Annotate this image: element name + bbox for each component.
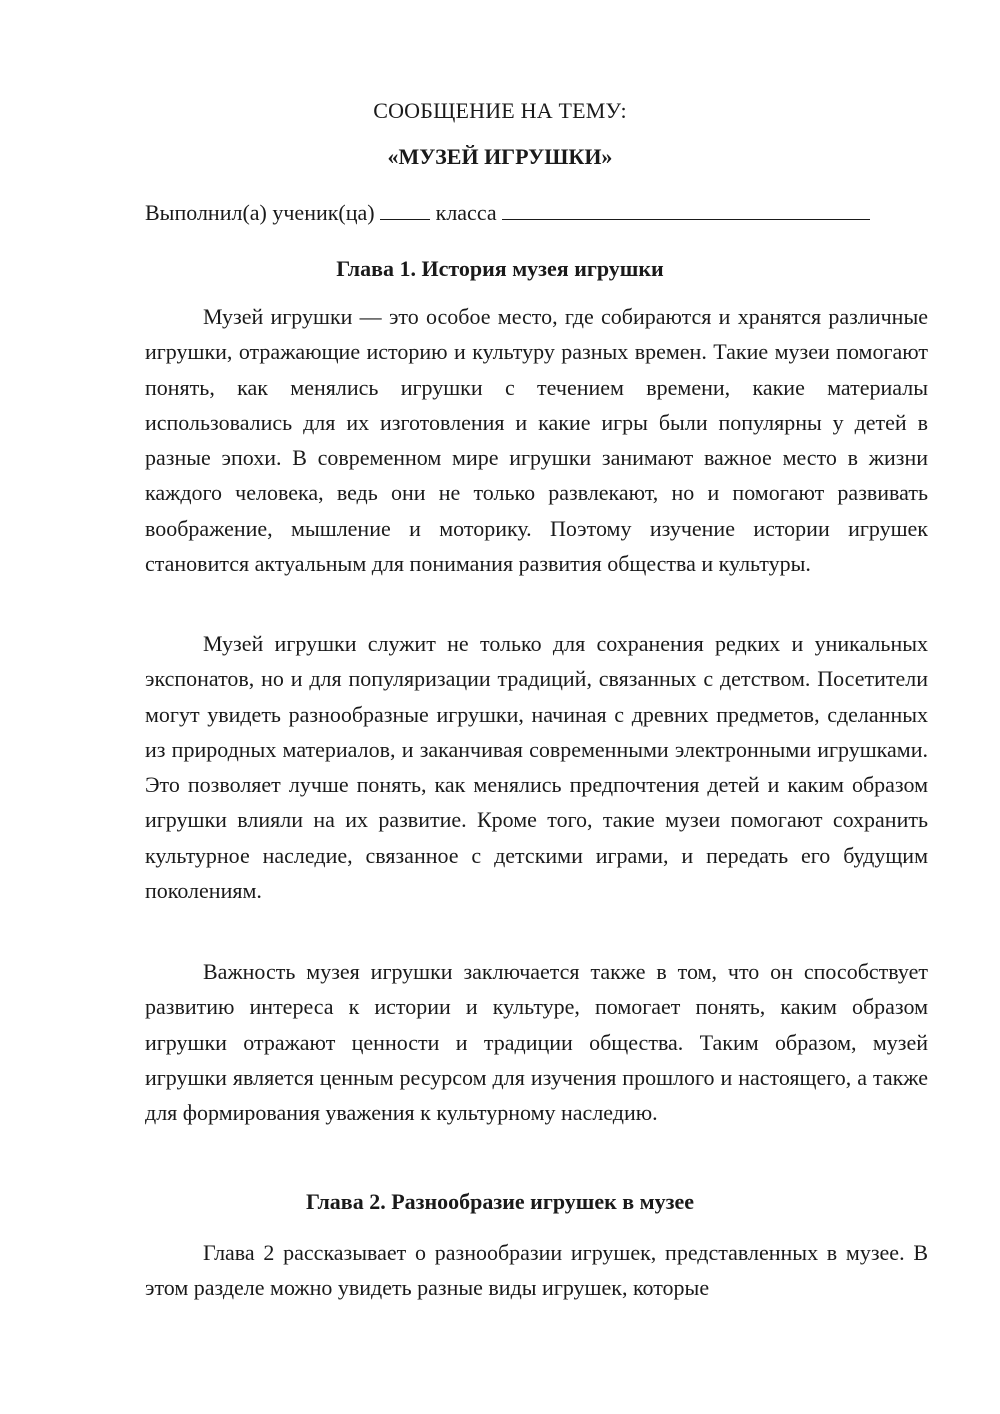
class-label: класса: [435, 200, 497, 225]
chapter-1-paragraph-3: Важность музея игрушки заключается также в том, что он способствует развитию интереса к истории и культуре, помогает понять, каким образом игрушки отражают ценности и традиции общества. Таким образом, музей игрушки является ценным ресурсом для изучения прошлого и настоящего, а также для формирования уважения к культурному наследию.: [145, 959, 928, 1126]
chapter-2-paragraph-1: Глава 2 рассказывает о разнообразии игрушек, представленных в музее. В этом разделе можно увидеть разные виды игрушек, которые: [145, 1240, 928, 1301]
chapter-1-paragraph-2: Музей игрушки служит не только для сохранения редких и уникальных экспонатов, но и для популяризации традиций, связанных с детством. Посетители могут увидеть разнообразные игрушки, начиная с древних предметов, сделанных из природных материалов, и заканчивая современными электронными игрушками. Это позволяет лучше понять, как менялись предпочтения детей и каким образом игрушки влияли на их развитие. Кроме того, такие музеи помогают сохранить культурное наследие, связанное с детскими играми, и передать его будущим поколениям.: [145, 631, 928, 904]
chapter-1-heading: Глава 1. История музея игрушки: [336, 256, 664, 281]
chapter-1-paragraph-1: Музей игрушки — это особое место, где собираются и хранятся различные игрушки, отражающие историю и культуру разных времен. Такие музеи помогают понять, как менялись игрушки с течением времени, какие материалы использовались для их изготовления и какие игры были популярны у детей в разные эпохи. В современном мире игрушки занимают важное место в жизни каждого человека, ведь они не только развлекают, но и помогают развивать воображение, мышление и моторику. Поэтому изучение истории игрушек становится актуальным для понимания развития общества и культуры.: [145, 304, 928, 577]
document-title-line-1: СООБЩЕНИЕ НА ТЕМУ:: [373, 98, 627, 123]
document-title-topic: «МУЗЕЙ ИГРУШКИ»: [387, 144, 613, 169]
student-name-blank: [502, 199, 870, 220]
chapter-2-heading: Глава 2. Разнообразие игрушек в музее: [305, 1189, 695, 1214]
class-number-blank: [380, 199, 430, 220]
author-line: [145, 198, 935, 228]
author-prefix: Выполнил(а) ученик(ца): [145, 200, 375, 225]
